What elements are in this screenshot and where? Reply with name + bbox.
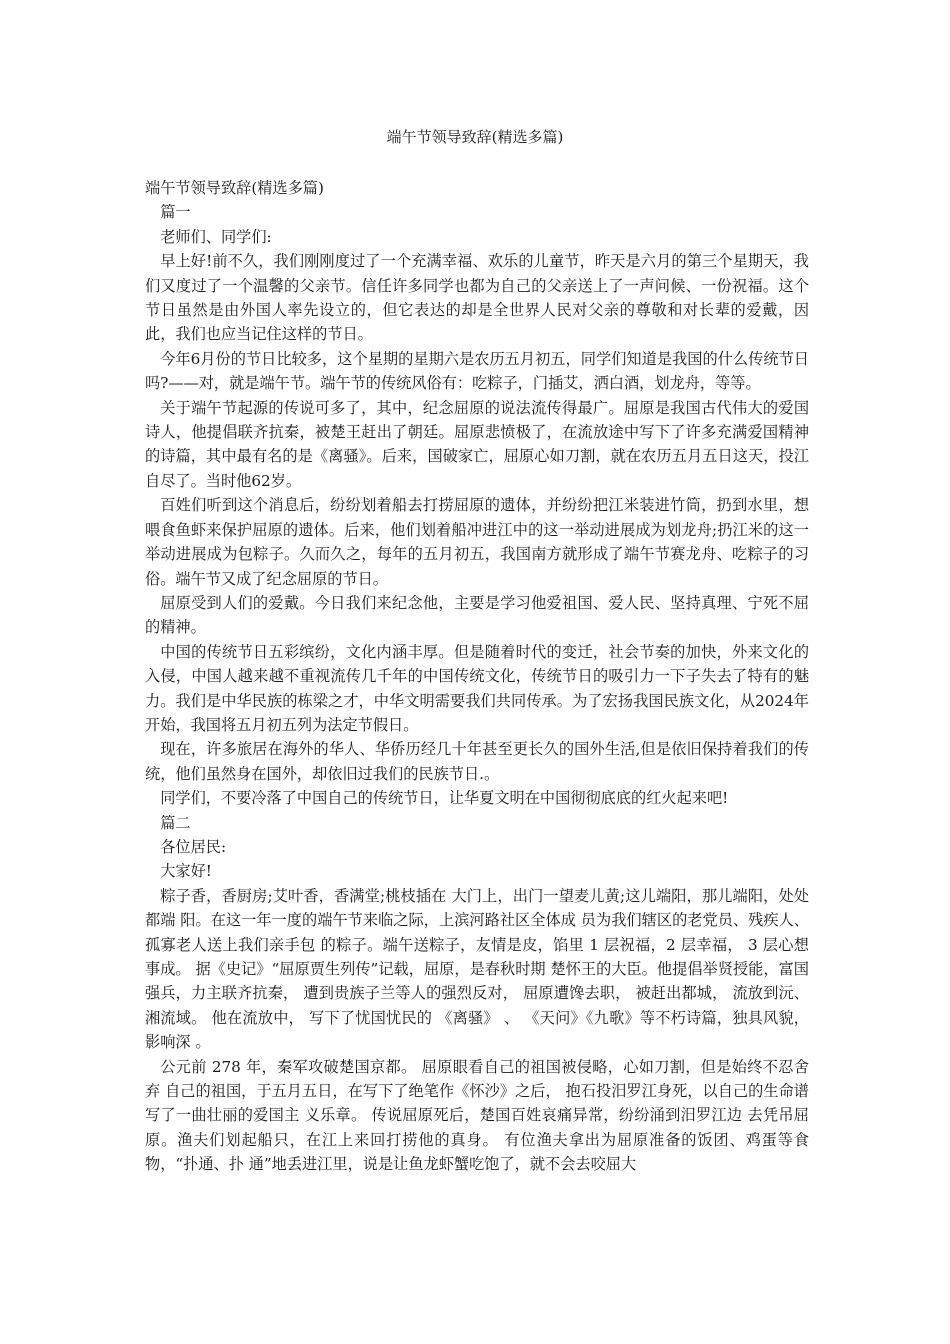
paragraph: 关于端午节起源的传说可多了，其中，纪念屈原的说法流传得最广。屈原是我国古代伟大的爱国诗人，他提倡联齐抗秦，被楚王赶出了朝廷。屈原悲愤极了，在流放途中写下了许多充满爱国精神的诗篇，其中最有名的是《离骚》。后来，国破家亡，屈原心如刀割，就在农历五月五日这天，投江自尽了。当时他62岁。 xyxy=(145,398,809,490)
paragraph: 早上好!前不久，我们刚刚度过了一个充满幸福、欢乐的儿童节，昨天是六月的第三个星期天，我们又度过了一个温馨的父亲节。信任许多同学也都为自己的父亲送上了一声问候、一份祝福。这个节日虽然是由外国人率先设立的，但它表达的却是全世界人民对父亲的尊敬和对长辈的爱戴，因此，我们也应当记住这样的节日。 xyxy=(145,252,809,344)
paragraph: 大家好! xyxy=(160,862,212,881)
paragraph: 粽子香，香厨房;艾叶香，香满堂;桃枝插在 大门上，出门一望麦儿黄;这儿端阳，那儿端阳，处处都端 阳。在这一年一度的端午节来临之际，上滨河路社区全体成 员为我们辖区的老党员、残疾人、孤寡老人送上我们亲手包 的粽子。端午送粽子，友情是皮，馅里 1 层祝福，2 层幸福， 3 层心想事成。 据《史记》“屈原贾生列传”记载，屈原，是春秋时期 楚怀王的大臣。他提倡举贤授能，富国强兵，力主联齐抗秦， 遭到贵族子兰等人的强烈反对， 屈原遭馋去职， 被赶出都城， 流放到沅、 湘流域。 他在流放中， 写下了忧国忧民的 《离骚》 、 《天问》《九歌》等不朽诗篇，独具风貌，影响深 。 xyxy=(145,886,809,1052)
paragraph: 老师们、同学们: xyxy=(160,227,272,246)
paragraph: 篇一 xyxy=(160,203,191,222)
paragraph: 现在，许多旅居在海外的华人、华侨历经几十年甚至更长久的国外生活,但是依旧保持着我们的传统，他们虽然身在国外，却依旧过我们的民族节日.。 xyxy=(145,740,809,783)
document-subtitle: 端午节领导致辞(精选多篇) xyxy=(145,179,324,197)
paragraph: 各位居民: xyxy=(160,837,227,856)
paragraph: 篇二 xyxy=(160,813,191,832)
paragraph: 公元前 278 年，秦军攻破楚国京都。 屈原眼看自己的祖国被侵略，心如刀割，但是始终不忍舍弃 自己的祖国，于五月五日，在写下了绝笔作《怀沙》之后， 抱石投汨罗江身死，以自己的生命谱写了一曲壮丽的爱国主 义乐章。 传说屈原死后，楚国百姓哀痛异常，纷纷涌到汨罗江边 去凭吊屈原。渔夫们划起船只，在江上来回打捞他的真身。 有位渔夫拿出为屈原准备的饭团、鸡蛋等食物，“扑通、扑 通”地丢进江里，说是让鱼龙虾蟹吃饱了，就不会去咬屈大 xyxy=(145,1057,809,1174)
document-title: 端午节领导致辞(精选多篇) xyxy=(386,128,564,146)
document-body xyxy=(145,176,809,1177)
paragraph: 今年6月份的节日比较多，这个星期的星期六是农历五月初五，同学们知道是我国的什么传统节日吗?——对，就是端午节。端午节的传统风俗有：吃粽子，门插艾，洒白酒，划龙舟，等等。 xyxy=(145,349,809,393)
paragraph: 同学们，不要冷落了中国自己的传统节日，让华夏文明在中国彻彻底底的红火起来吧! xyxy=(160,789,729,808)
paragraph: 百姓们听到这个消息后，纷纷划着船去打捞屈原的遗体，并纷纷把江米装进竹筒，扔到水里，想喂食鱼虾来保护屈原的遗体。后来，他们划着船冲进江中的这一举动进展成为划龙舟;扔江米的这一举动进展成为包粽子。久而久之，每年的五月初五，我国南方就形成了端午节赛龙舟、吃粽子的习俗。端午节又成了纪念屈原的节日。 xyxy=(145,496,809,588)
paragraph: 中国的传统节日五彩缤纷，文化内涵丰厚。但是随着时代的变迁，社会节奏的加快，外来文化的入侵，中国人越来越不重视流传几千年的中国传统文化，传统节日的吸引力一下子失去了特有的魅力。我们是中华民族的栋梁之才，中华文明需要我们共同传承。为了宏扬我国民族文化，从2024年开始，我国将五月初五列为法定节假日。 xyxy=(145,642,809,734)
paragraph: 屈原受到人们的爱戴。今日我们来纪念他，主要是学习他爱祖国、爱人民、坚持真理、宁死不屈的精神。 xyxy=(145,593,809,637)
